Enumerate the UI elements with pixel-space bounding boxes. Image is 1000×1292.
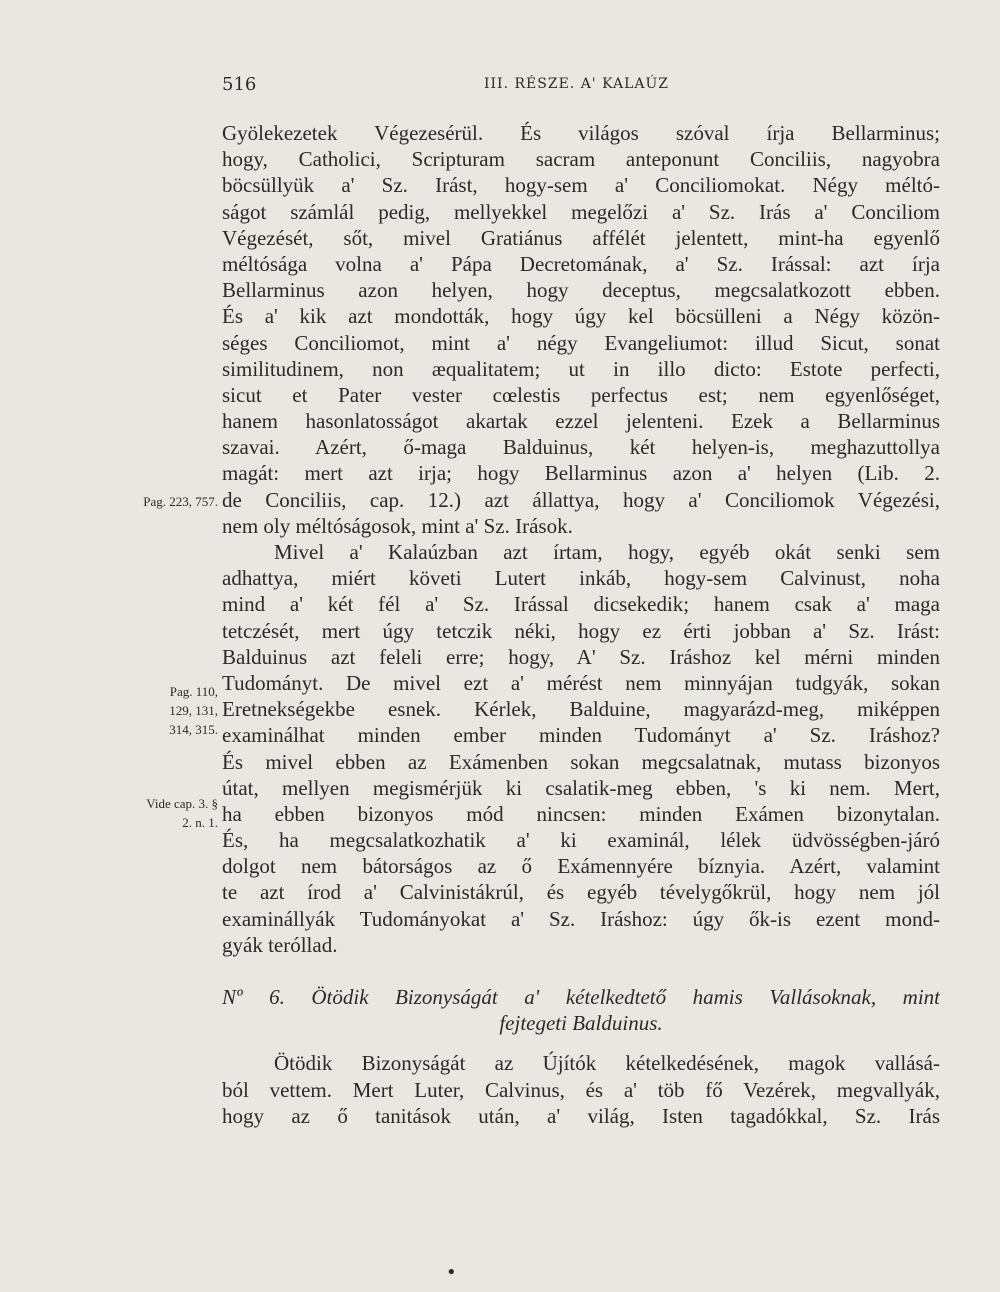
text-line: szavai. Azért, ő-maga Balduinus, két helyen-is, meghazuttollya — [222, 435, 940, 460]
text-line: ból vettem. Mert Luter, Calvinus, és a' töb fő Vezérek, megvallyák, — [222, 1077, 940, 1102]
margin-note: Pag. 223, 757. — [143, 494, 218, 509]
running-head: III. RÉSZE. A' KALAÚZ — [484, 76, 670, 92]
section-heading-line-1: Nº 6. Ötödik Bizonyságát a' kételkedtető hamis Vallásoknak, mint — [222, 985, 940, 1009]
text-line: Bellarminus azon helyen, hogy deceptus, megcsalatkozott ebben. — [222, 278, 940, 303]
text-line: de Conciliis, cap. 12.) azt állattya, hogy a' Conciliomok Végezési, — [222, 487, 940, 512]
text-line: ha ebben bizonyos mód nincsen: minden Exámen bizonytalan. — [222, 801, 940, 826]
text-line: similitudinem, non æqualitatem; ut in illo dicto: Estote perfecti, — [222, 356, 940, 381]
section-heading-line-2: fejtegeti Balduinus. — [499, 1011, 663, 1036]
text-line: hanem hasonlatosságot akartak ezzel jelenteni. Ezek a Bellarminus — [222, 409, 940, 434]
text-line: gyák teróllad. — [222, 932, 338, 957]
text-line: nem oly méltóságosok, mint a' Sz. Irások. — [222, 513, 573, 538]
text-line: útat, mellyen megismérjük ki csalatik-meg ebben, 's ki nem. Mert, — [222, 775, 940, 800]
footer-mark: • — [446, 1262, 457, 1283]
text-line: böcsüllyük a' Sz. Irást, hogy-sem a' Conciliomokat. Négy méltó- — [222, 173, 940, 198]
text-line: séges Conciliomot, mint a' négy Evangeliumot: illud Sicut, sonat — [222, 330, 940, 355]
margin-note: Vide cap. 3. § — [146, 796, 218, 811]
text-line: Mivel a' Kalaúzban azt írtam, hogy, egyéb okát senki sem — [274, 540, 940, 564]
text-line: Balduinus azt feleli erre; hogy, A' Sz. Iráshoz kel mérni minden — [222, 644, 940, 669]
page-number: 516 — [222, 74, 257, 95]
text-line: És mivel ebben az Exámenben sokan megcsalatnak, mutass bizonyos — [222, 749, 940, 774]
page-header — [222, 74, 942, 104]
text-line: Tudományt. De mivel ezt a' mérést nem minnyájan tudgyák, sokan — [222, 670, 940, 695]
text-line: És a' kik azt mondották, hogy úgy kel böcsülleni a Négy közön- — [222, 304, 940, 329]
text-line: hogy az ő tanitások után, a' világ, Isten tagadókkal, Sz. Irás — [222, 1103, 940, 1128]
text-line: sicut et Pater vester cœlestis perfectus est; nem egyenlőséget, — [222, 382, 940, 407]
text-line: dolgot nem bátorságos az ő Exámennyére bíznyia. Azért, valamint — [222, 854, 940, 879]
margin-note: 314, 315. — [169, 722, 218, 737]
text-line: tetczését, mert úgy tetczik néki, hogy ez érti jobban a' Sz. Irást: — [222, 618, 940, 643]
text-line: Végezését, sőt, mivel Gratiánus affélét jelentett, mint-ha egyenlő — [222, 225, 940, 250]
margin-note: Pag. 110, — [169, 684, 218, 699]
margin-note: 2. n. 1. — [182, 815, 218, 830]
text-line: hogy, Catholici, Scripturam sacram anteponunt Conciliis, nagyobra — [222, 147, 940, 172]
text-line: Ötödik Bizonyságát az Újítók kételkedésének, magok vallásá- — [274, 1051, 940, 1076]
margin-note: 129, 131, — [169, 703, 218, 718]
text-line: méltósága volna a' Pápa Decretomának, a' Sz. Irással: azt írja — [222, 251, 940, 276]
text-line: adhattya, miért követi Lutert inkáb, hogy-sem Calvinust, noha — [222, 566, 940, 591]
text-line: examinállyák Tudományokat a' Sz. Iráshoz: úgy ők-is ezent mond- — [222, 906, 940, 931]
text-line: ságot számlál pedig, mellyekkel megelőzi a' Sz. Irás a' Conciliom — [222, 199, 940, 224]
text-line: Gyölekezetek Végezesérül. És világos szóval írja Bellarminus; — [222, 121, 940, 145]
text-line: Eretnekségekbe esnek. Kérlek, Balduine, magyarázd-meg, miképpen — [222, 697, 940, 722]
text-line: És, ha megcsalatkozhatik a' ki examinál, lélek üdvösségben-járó — [222, 828, 940, 853]
body-text — [222, 120, 940, 1129]
text-line: te azt írod a' Calvinistákrúl, és egyéb tévelygőkrül, hogy nem jól — [222, 880, 940, 905]
text-line: mind a' két fél a' Sz. Irással dicsekedik; hanem csak a' maga — [222, 592, 940, 617]
text-line: examinálhat minden ember minden Tudományt a' Sz. Iráshoz? — [222, 723, 940, 748]
text-line: magát: mert azt irja; hogy Bellarminus azon a' helyen (Lib. 2. — [222, 461, 940, 486]
